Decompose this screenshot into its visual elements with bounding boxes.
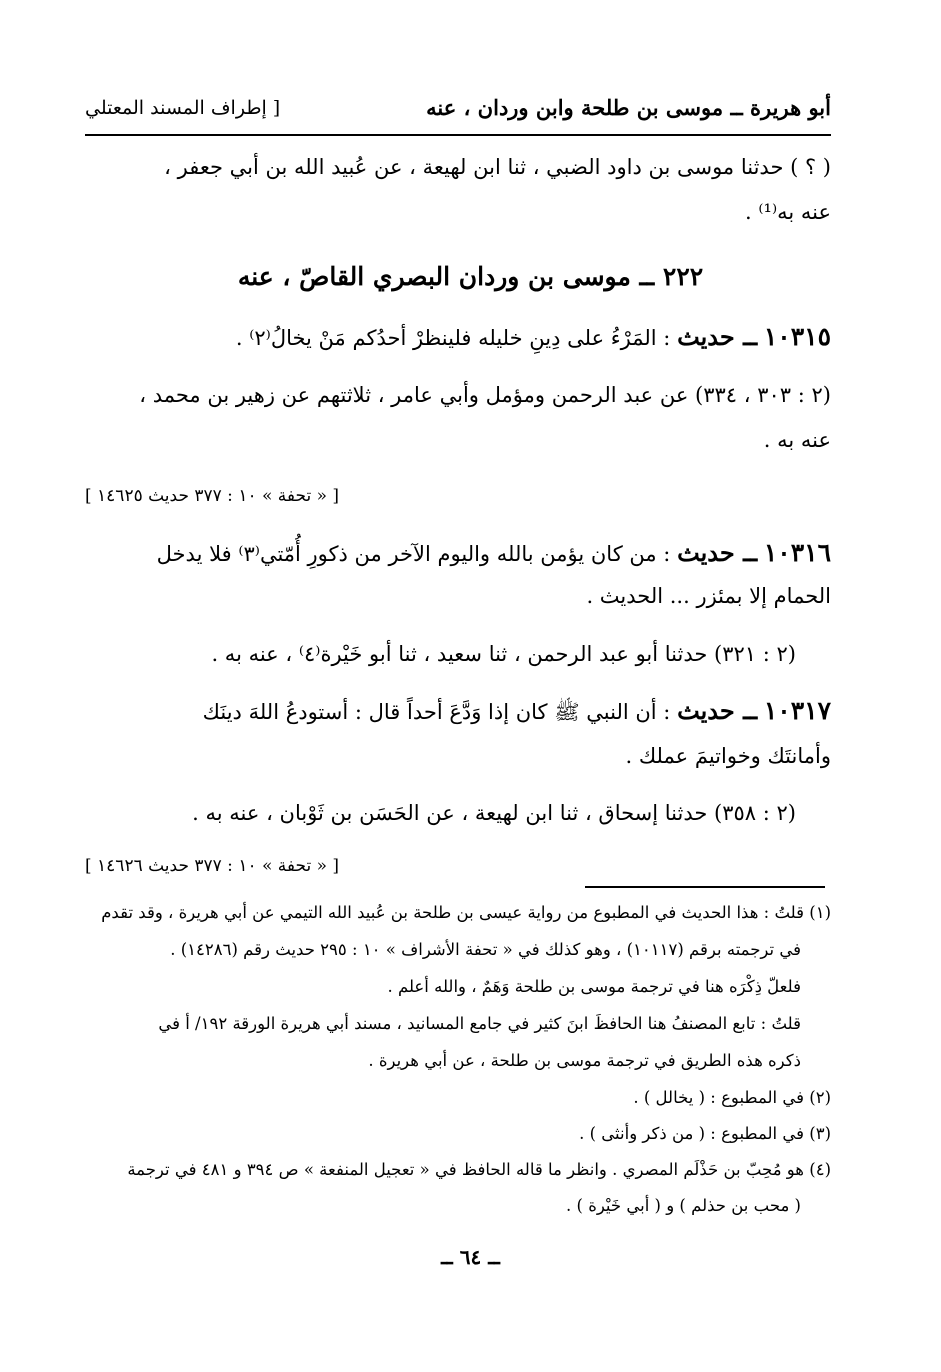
tuhfa-reference: [ « تحفة » ١٠ : ٣٧٧ حديث ١٤٦٢٦ ] bbox=[85, 856, 340, 876]
footnote-line: فلعلّ ذِكْرَه هنا في ترجمة موسى بن طلحة وَهَمٌ ، والله أعلم . bbox=[387, 977, 801, 996]
tuhfa-reference: [ « تحفة » ١٠ : ٣٧٧ حديث ١٤٦٢٥ ] bbox=[85, 486, 340, 506]
text-line: الحمام إلا بمئزر ... الحديث . bbox=[586, 584, 831, 608]
footnote-line: (٤) هو مُحِبّ بن حَذْلَم المصري . وانظر ما قاله الحافظ في « تعجيل المنفعة » ص ٣٩٤ و ٤٨١ في ترجمة bbox=[127, 1160, 831, 1179]
source-line: (٢ : ٣٢١) حدثنا أبو عبد الرحمن ، ثنا سعيد ، ثنا أبو خَيْرة⁽٤⁾ ، عنه به . bbox=[211, 642, 796, 666]
hadith-10317: ١٠٣١٧ ــ حديث : أن النبي ﷺ كان إذا وَدَّعَ أحداً قال : أستودعُ اللهَ دينَك bbox=[202, 696, 831, 725]
hadith-number: ١٠٣١٧ bbox=[763, 696, 831, 725]
hadith-word: حديث bbox=[677, 696, 735, 725]
hadith-word: حديث bbox=[677, 538, 735, 567]
source-line: عنه به . bbox=[763, 428, 831, 452]
hadith-text: : من كان يؤمن بالله واليوم الآخر من ذكورِ أُمّتي⁽٣⁾ فلا يدخل bbox=[156, 542, 671, 566]
footnote-line: ( محب بن حذلم ) و ( أبي خَيْرة ) . bbox=[566, 1196, 801, 1215]
footnote-divider bbox=[585, 886, 825, 888]
footnote-line: (٢) في المطبوع : ( يخالل ) . bbox=[633, 1088, 831, 1107]
hadith-10315: ١٠٣١٥ ــ حديث : المَرْءُ على دِينِ خليله فلينظرْ أحدُكم مَنْ يخالُ⁽٢⁾ . bbox=[235, 322, 831, 351]
hadith-text: : أن النبي ﷺ كان إذا وَدَّعَ أحداً قال : أستودعُ اللهَ دينَك bbox=[202, 700, 671, 724]
hadith-number: ١٠٣١٦ bbox=[763, 538, 831, 567]
footnote-line: في ترجمته برقم (١٠١١٧) ، وهو كذلك في « تحفة الأشراف » ١٠ : ٢٩٥ حديث رقم (١٤٢٨٦) . bbox=[170, 940, 801, 959]
text-line: عنه به⁽¹⁾ . bbox=[745, 200, 831, 224]
hadith-10316: ١٠٣١٦ ــ حديث : من كان يؤمن بالله واليوم الآخر من ذكورِ أُمّتي⁽٣⁾ فلا يدخل bbox=[156, 538, 831, 567]
source-line: (٢ : ٣٠٣ ، ٣٣٤) عن عبد الرحمن ومؤمل وأبي عامر ، ثلاثتهم عن زهير بن محمد ، bbox=[139, 383, 831, 407]
text-line: وأمانتَك وخواتيمَ عملك . bbox=[625, 744, 831, 768]
running-header-title: أبو هريرة ــ موسى بن طلحة وابن وردان ، عنه bbox=[426, 95, 831, 120]
footnote-line: ذكره هذه الطريق في ترجمة موسى بن طلحة ، عن أبي هريرة . bbox=[368, 1051, 801, 1070]
header-divider bbox=[85, 134, 831, 136]
source-line: (٢ : ٣٥٨) حدثنا إسحاق ، ثنا ابن لهيعة ، عن الحَسَن بن ثَوْبان ، عنه به . bbox=[192, 801, 796, 825]
section-heading: ٢٢٢ ــ موسى بن وردان البصري القاصّ ، عنه bbox=[237, 262, 704, 291]
hadith-number: ١٠٣١٥ bbox=[763, 322, 831, 351]
running-header-book: [ إطراف المسند المعتلي bbox=[85, 97, 281, 119]
footnote-line: (٣) في المطبوع : ( من ذكر وأنثى ) . bbox=[579, 1124, 831, 1143]
page-number: ــ ٦٤ ــ bbox=[441, 1245, 500, 1269]
footnote-line: (١) قلتُ : هذا الحديث في المطبوع من رواية عيسى بن طلحة بن عُبيد الله التيمي عن أبي هريرة ، وقد تقدم bbox=[101, 903, 831, 922]
hadith-word: حديث bbox=[677, 322, 735, 351]
hadith-text: : المَرْءُ على دِينِ خليله فلينظرْ أحدُكم مَنْ يخالُ⁽٢⁾ . bbox=[235, 326, 671, 350]
text-line: ( ؟ ) حدثنا موسى بن داود الضبي ، ثنا ابن لهيعة ، عن عُبيد الله بن أبي جعفر ، bbox=[164, 155, 831, 179]
footnote-line: قلتُ : تابع المصنفُ هنا الحافظَ ابنَ كثير في جامع المسانيد ، مسند أبي هريرة الورقة ١٩٢/ أ في bbox=[158, 1014, 801, 1033]
